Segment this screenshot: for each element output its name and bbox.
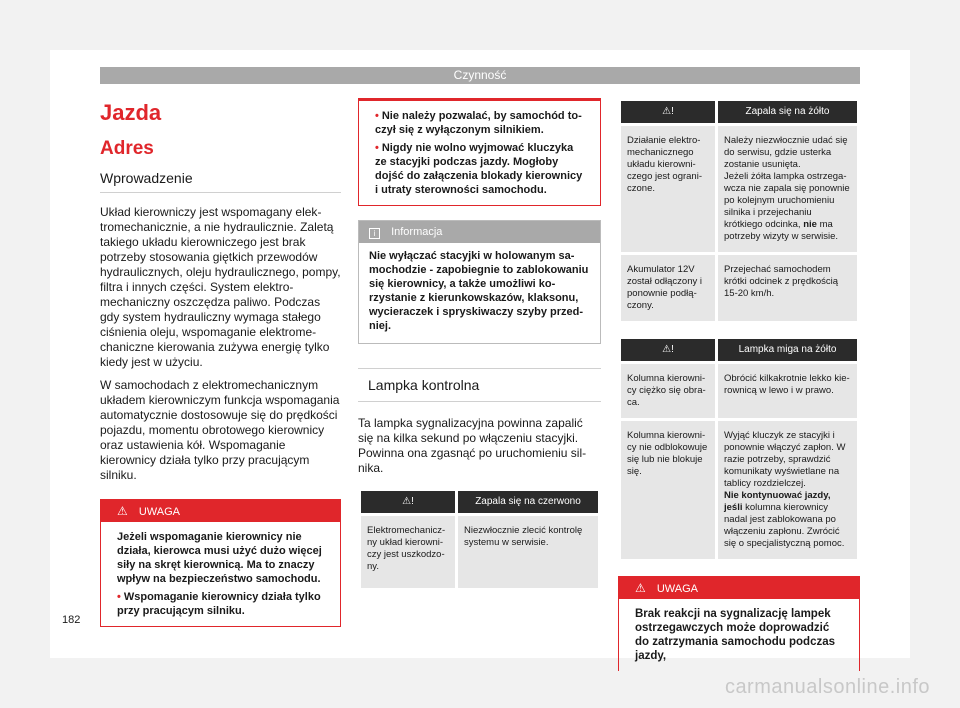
table-row	[621, 421, 857, 559]
warning-text: Jeżeli wspomaganie kierownicy nie działa, kierowca musi użyć dużo więcej siły na skręt kierownicą. Ma to znaczy wpływ na bezpieczeństwo samochodu.	[117, 531, 322, 585]
info-icon: i	[369, 228, 380, 239]
warning-light-table	[358, 488, 601, 591]
table-cell-cause: Kolumna kierownicy nie odblokowuje się lub nie blokuje się.	[621, 421, 715, 559]
table-row	[621, 364, 857, 418]
column-left	[100, 100, 341, 627]
table-cell-action: Wyjąć kluczyk ze stacyjki i ponownie włączyć zapłon. W razie potrzeby, sprawdzić komunikaty wyświetlane na tablicy rozdzielczej. Nie kontynuować jazdy, jeśli kolumna kierownicy nadal jest zablokowana po włączeniu zapłonu. Zwrócić się o specjalistyczną pomoc.	[718, 421, 857, 559]
steering-warning-icon: ⚠!	[621, 101, 715, 123]
table-cell-cause: Kolumna kierownicy ciężko się obraca.	[621, 364, 715, 418]
section-heading: Lampka kontrolna	[358, 368, 601, 402]
table-header-row	[621, 101, 857, 123]
warning-header	[101, 500, 340, 522]
info-text: Nie wyłączać stacyjki w holowanym samochodzie - zapobiegnie to zablokowaniu się kierownicy, a także umożliwi korzystanie z kierunkowskazów, klaksonu, wycieraczek i spryskiwaczy szyby przedniej.	[369, 250, 589, 332]
watermark: carmanualsonline.info	[724, 676, 930, 698]
warning-triangle-icon: ⚠	[117, 504, 128, 518]
table-header: Zapala się na czerwono	[458, 491, 598, 513]
page-header: Czynność	[100, 67, 860, 84]
column-right	[618, 98, 860, 671]
warning-header	[619, 577, 859, 599]
warning-text: Brak reakcji na sygnalizację lampek ostrzegawczych może doprowadzić do zatrzymania samochodu podczas jazdy,	[635, 608, 836, 662]
info-header	[359, 221, 600, 243]
info-title: Informacja	[391, 226, 443, 238]
steering-warning-icon: ⚠!	[361, 491, 455, 513]
warning-box	[618, 576, 860, 671]
warning-title: UWAGA	[138, 506, 180, 518]
warning-bullet: • Nigdy nie wolno wyjmować kluczyka ze stacyjki podczas jazdy. Mogłoby dojść do załączenia blokady kierownicy i utraty sterowności samochodu.	[375, 142, 583, 196]
warning-box	[100, 499, 341, 627]
page-number: 182	[62, 614, 81, 626]
table-header: Lampka miga na żółto	[718, 339, 857, 361]
table-cell-action: Przejechać samochodem krótki odcinek z prędkością 15-20 km/h.	[718, 255, 857, 321]
steering-warning-icon: ⚠!	[621, 339, 715, 361]
table-cell-cause: Akumulator 12V został odłączony i ponownie podłączony.	[621, 255, 715, 321]
column-middle	[358, 98, 601, 591]
table-row	[621, 126, 857, 252]
section-title: Adres	[100, 138, 154, 159]
table-header-row	[621, 339, 857, 361]
paragraph: Ta lampka sygnalizacyjna powinna zapalić się na kilka sekund po włączeniu stacyjki. Powinna ona zgasnąć po uruchomieniu silnika.	[358, 416, 587, 475]
table-cell-cause: Działanie elektromechanicznego układu kierowniczego jest ograniczone.	[621, 126, 715, 252]
table-row	[361, 516, 598, 588]
subsection-title: Wprowadzenie	[100, 170, 341, 193]
bullet-icon: •	[375, 142, 379, 154]
warning-bullet: • Nie należy pozwalać, by samochód toczył się z wyłączonym silnikiem.	[375, 110, 582, 136]
warning-body	[101, 522, 340, 626]
warning-triangle-icon: ⚠	[635, 581, 646, 595]
table-row	[621, 255, 857, 321]
warning-light-table-blinking	[618, 336, 860, 562]
warning-bullet: • Wspomaganie kierownicy działa tylko przy pracującym silniku.	[117, 591, 321, 617]
warning-box-continued	[358, 98, 601, 206]
table-header-row	[361, 491, 598, 513]
table-cell-cause: Elektromechaniczny układ kierowniczy jest uszkodzony.	[361, 516, 455, 588]
warning-light-table-yellow	[618, 98, 860, 324]
paragraph: W samochodach z elektromechanicznym układem kierowniczym funkcja wspomagania automatycznie dostosowuje się do prędkości pojazdu, momentu obrotowego kierownicy oraz ustawienia kół. Wspomaganie kierownicy działa tylko przy pracującym silniku.	[100, 378, 340, 482]
bullet-icon: •	[375, 110, 379, 122]
table-cell-action: Należy niezwłocznie udać się do serwisu, gdzie usterka zostanie usunięta. Jeżeli żółta lampka ostrzegawcza nie zapala się ponownie po kolejnym uruchomieniu silnika i przejechaniu krótkiego odcinka, nie ma potrzeby wizyty w serwisie.	[718, 126, 857, 252]
chapter-title: Jazda	[100, 100, 162, 125]
table-cell-action: Obrócić kilkakrotnie lekko kierownicą w lewo i w prawo.	[718, 364, 857, 418]
paragraph: Układ kierowniczy jest wspomagany elektromechanicznie, a nie hydraulicznie. Zaletą takiego układu kierowniczego jest brak potrzeby stosowania giętkich przewodów hydraulicznych, oleju hydraulicznego, pompy, filtra i innych części. System elektromechaniczny oszczędza paliwo. Podczas gdy system hydrauliczny wymaga stałego ciśnienia oleju, wspomaganie elektromechaniczne kierowania zużywa energię tylko kiedy jest w użyciu.	[100, 205, 341, 369]
table-header: Zapala się na żółto	[718, 101, 857, 123]
warning-body	[359, 101, 600, 205]
bullet-icon: •	[117, 591, 121, 603]
table-cell-action: Niezwłocznie zlecić kontrolę systemu w serwisie.	[458, 516, 598, 588]
info-box	[358, 220, 601, 344]
warning-title: UWAGA	[656, 583, 698, 595]
